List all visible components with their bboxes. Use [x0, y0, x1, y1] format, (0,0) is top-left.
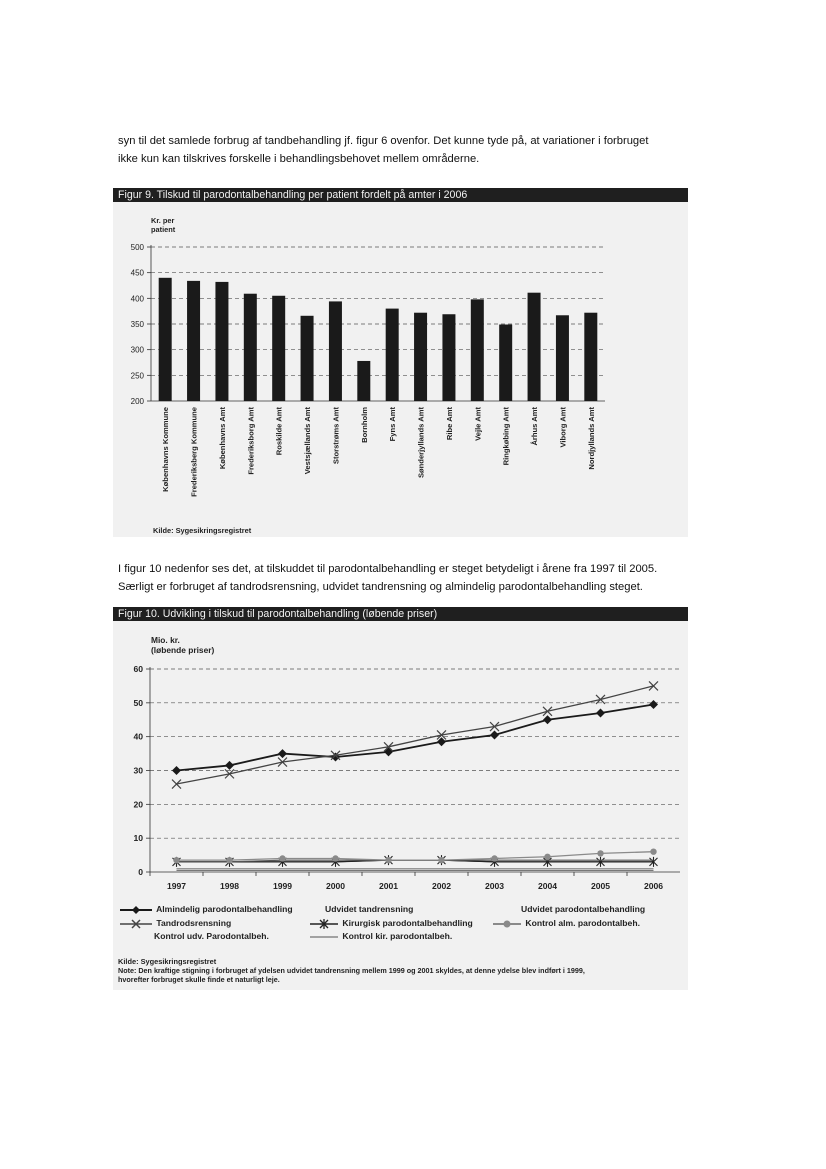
fig9-bar-bornholm — [357, 361, 370, 401]
legend-item-almindelig — [118, 904, 293, 915]
fig9-category-label-vestsj-llands-amt: Vestsjællands Amt — [303, 407, 313, 475]
fig10-point-almindelig-parodontalbehandling-1998 — [225, 761, 234, 770]
fig10-point-kontrol-alm-parodontalbeh-2004 — [544, 854, 550, 860]
figure-10-note-line-2: hvorefter forbruget skulle finde et naturligt leje. — [118, 975, 280, 984]
legend-swatch-almindelig — [118, 905, 154, 915]
figure-10-unit-line-1: Mio. kr. — [151, 635, 180, 645]
legend-item-tandrodsrensning — [118, 918, 231, 929]
fig9-bar-k-benhavns-kommune — [159, 278, 172, 401]
legend-label-tandrodsrensning: Tandrodsrensning — [156, 918, 232, 928]
fig10-point-kontrol-alm-parodontalbeh-1997 — [173, 857, 179, 863]
figure-9-unit-line-1: Kr. per — [151, 216, 175, 225]
figure-10-note-line-1: Note: Den kraftige stigning i forbruget af ydelsen udvidet tandrensning mellem 1999 og 2001 skyldes, at denne ydelse blev indført i 1999, — [118, 966, 585, 975]
fig10-point-almindelig-parodontalbehandling-2006 — [649, 700, 658, 709]
fig10-point-kontrol-alm-parodontalbeh-2002 — [438, 857, 444, 863]
fig10-x-tick-label-2005: 2005 — [590, 881, 611, 891]
fig10-x-tick-label-1999: 1999 — [272, 881, 293, 891]
fig9-bar-storstr-ms-amt — [329, 301, 342, 401]
fig10-x-tick-label-2001: 2001 — [378, 881, 399, 891]
fig10-point-kontrol-alm-parodontalbeh-1999 — [279, 855, 285, 861]
fig9-category-label-arhus-amt: Århus Amt — [530, 407, 540, 446]
fig10-point-kontrol-alm-parodontalbeh-2003 — [491, 855, 497, 861]
fig9-y-tick-label-400: 400 — [130, 294, 144, 304]
fig10-y-tick-label-30: 30 — [133, 765, 143, 776]
figure-10-title: Figur 10. Udvikling i tilskud til parodontalbehandling (løbende priser) — [113, 607, 688, 621]
fig10-point-almindelig-parodontalbehandling-2001 — [384, 747, 393, 756]
legend-label-udvidet-parodontal: Udvidet parodontalbehandling — [521, 904, 646, 914]
fig10-x-tick-label-2004: 2004 — [537, 881, 558, 891]
fig10-point-almindelig-parodontalbehandling-1999 — [278, 749, 287, 758]
middle-line-2: Særligt er forbruget af tandrodsrensning, udvidet tandrensning og almindelig parodontalbehandling steget. — [118, 581, 643, 593]
fig9-y-tick-label-450: 450 — [130, 268, 144, 278]
fig10-series-line-almindelig-parodontalbehandling — [177, 705, 654, 771]
fig10-point-kontrol-alm-parodontalbeh-2005 — [597, 850, 603, 856]
intro-paragraph — [118, 132, 698, 168]
figure-10-panel — [113, 607, 688, 990]
legend-item-kontrol-udv — [154, 931, 269, 941]
fig10-x-tick-label-1998: 1998 — [219, 881, 240, 891]
fig9-bar-viborg-amt — [556, 315, 569, 401]
fig9-bar-frederiksborg-amt — [244, 294, 257, 401]
fig10-y-tick-label-60: 60 — [133, 664, 143, 674]
fig9-category-label-bornholm: Bornholm — [359, 407, 369, 443]
figure-10-line-chart — [113, 607, 688, 897]
middle-paragraph — [118, 560, 698, 596]
figure-9-title: Figur 9. Tilskud til parodontalbehandling per patient fordelt på amter i 2006 — [113, 188, 688, 202]
fig10-point-kontrol-alm-parodontalbeh-2006 — [650, 849, 656, 855]
fig9-category-label-nordjyllands-amt: Nordjyllands Amt — [586, 407, 596, 470]
fig10-y-tick-label-50: 50 — [133, 697, 143, 708]
fig10-point-almindelig-parodontalbehandling-1997 — [172, 766, 181, 775]
fig10-x-tick-label-1997: 1997 — [166, 881, 187, 891]
fig10-point-almindelig-parodontalbehandling-2003 — [490, 730, 499, 739]
figure-9-source: Kilde: Sygesikringsregistret — [153, 526, 252, 535]
fig9-bar-fyns-amt — [386, 309, 399, 401]
legend-swatch-kontrol-kir — [308, 932, 340, 942]
figure-9-unit-line-2: patient — [151, 225, 176, 234]
legend-label-kontrol-kir: Kontrol kir. parodontalbeh. — [342, 931, 453, 941]
fig9-category-label-k-benhavns-amt: Københavns Amt — [217, 407, 227, 470]
legend-label-almindelig: Almindelig parodontalbehandling — [156, 904, 293, 914]
fig9-bar-frederiksberg-kommune — [187, 281, 200, 401]
figure-10-source: Kilde: Sygesikringsregistret — [118, 957, 217, 966]
fig10-point-almindelig-parodontalbehandling-2000 — [331, 752, 340, 761]
fig9-bar-vejle-amt — [471, 299, 484, 401]
fig10-x-tick-label-2002: 2002 — [431, 881, 452, 891]
fig9-category-label-ribe-amt: Ribe Amt — [444, 407, 454, 441]
figure-9-panel — [113, 188, 688, 537]
fig9-y-tick-label-350: 350 — [130, 320, 144, 329]
legend-item-udvidet-tandrensning — [325, 904, 413, 914]
fig9-category-label-fyns-amt: Fyns Amt — [388, 407, 398, 442]
fig10-point-kontrol-alm-parodontalbeh-2000 — [332, 855, 338, 861]
fig10-y-tick-label-10: 10 — [133, 833, 143, 844]
fig9-bar-nordjyllands-amt — [584, 313, 597, 401]
fig9-category-label-roskilde-amt: Roskilde Amt — [274, 407, 284, 456]
legend-swatch-kirurgisk — [308, 919, 340, 929]
fig9-category-label-ringk-bing-amt: Ringkøbing Amt — [501, 407, 511, 466]
fig10-point-tandrodsrensning-2006 — [649, 681, 658, 690]
fig9-bar-s-nderjyllands-amt — [414, 313, 427, 401]
legend-label-kirurgisk: Kirurgisk parodontalbehandling — [342, 918, 473, 928]
fig10-point-almindelig-parodontalbehandling-2005 — [596, 708, 605, 717]
fig10-point-almindelig-parodontalbehandling-2004 — [543, 715, 552, 724]
fig9-y-tick-label-200: 200 — [130, 397, 144, 406]
fig9-bar-ringk-bing-amt — [499, 325, 512, 401]
fig9-bar-vestsj-llands-amt — [301, 316, 314, 401]
legend-item-kontrol-kir — [308, 931, 452, 942]
fig10-x-tick-label-2006: 2006 — [643, 881, 664, 891]
figure-9-bar-chart — [113, 188, 688, 518]
fig9-category-label-vejle-amt: Vejle Amt — [473, 407, 483, 441]
fig9-bar-ribe-amt — [442, 314, 455, 401]
fig9-bar-arhus-amt — [528, 293, 541, 401]
fig9-category-label-storstr-ms-amt: Storstrøms Amt — [331, 407, 341, 465]
legend-label-kontrol-alm: Kontrol alm. parodontalbeh. — [525, 918, 640, 928]
fig10-x-tick-label-2000: 2000 — [325, 881, 346, 891]
fig10-y-tick-label-0: 0 — [138, 867, 143, 877]
figure-10-unit-line-2: (løbende priser) — [151, 645, 215, 655]
fig9-y-tick-label-250: 250 — [130, 371, 144, 381]
fig9-category-label-s-nderjyllands-amt: Sønderjyllands Amt — [416, 407, 426, 479]
middle-line-1: I figur 10 nedenfor ses det, at tilskuddet til parodontalbehandling er steget betydeligt i årene fra 1997 til 2005. — [118, 563, 658, 575]
legend-item-kontrol-alm — [491, 918, 640, 929]
fig9-bar-roskilde-amt — [272, 296, 285, 401]
fig10-x-tick-label-2003: 2003 — [484, 881, 505, 891]
legend-label-kontrol-udv: Kontrol udv. Parodontalbeh. — [154, 931, 269, 941]
fig9-category-label-k-benhavns-kommune: Københavns Kommune — [161, 407, 171, 492]
fig9-y-tick-label-500: 500 — [130, 243, 144, 252]
fig10-y-tick-label-40: 40 — [133, 731, 143, 742]
fig9-category-label-viborg-amt: Viborg Amt — [558, 407, 568, 448]
fig10-point-kontrol-alm-parodontalbeh-2001 — [385, 857, 391, 863]
legend-swatch-tandrodsrensning — [118, 919, 154, 929]
fig10-series-line-tandrodsrensning — [177, 686, 654, 784]
fig9-y-tick-label-300: 300 — [130, 345, 144, 355]
fig9-category-label-frederiksborg-amt: Frederiksborg Amt — [246, 407, 256, 475]
fig10-y-tick-label-20: 20 — [133, 799, 143, 810]
intro-line-2: ikke kun kan tilskrives forskelle i behandlingsbehovet mellem områderne. — [118, 153, 480, 165]
fig9-bar-k-benhavns-amt — [215, 282, 228, 401]
fig9-category-label-frederiksberg-kommune: Frederiksberg Kommune — [189, 407, 199, 497]
fig10-point-kontrol-alm-parodontalbeh-1998 — [226, 857, 232, 863]
legend-item-kirurgisk — [308, 918, 473, 929]
legend-label-udvidet-tandrensning: Udvidet tandrensning — [325, 904, 414, 914]
intro-line-1: syn til det samlede forbrug af tandbehandling jf. figur 6 ovenfor. Det kunne tyde på, at variationer i forbruget — [118, 135, 649, 147]
legend-item-udvidet-parodontal — [521, 904, 645, 914]
figure-10-note — [118, 966, 585, 984]
legend-swatch-kontrol-alm — [491, 919, 523, 929]
fig10-point-tandrodsrensning-2004 — [543, 707, 552, 716]
fig10-series-line-kontrol-alm-parodontalbeh — [177, 852, 654, 860]
